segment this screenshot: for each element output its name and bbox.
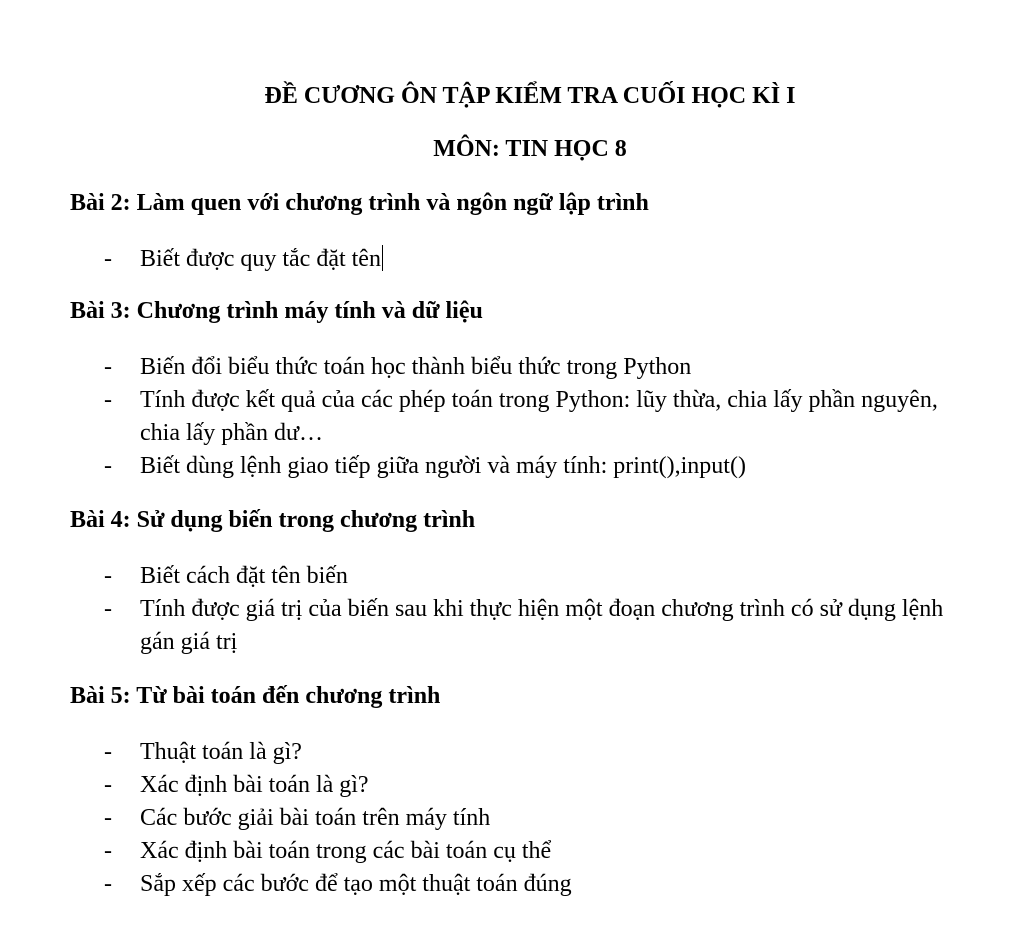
section-bai-3 — [70, 296, 990, 483]
bullet-dash: - — [104, 246, 112, 272]
bullet-dash: - — [104, 387, 112, 413]
list-item — [70, 243, 960, 276]
bullet-dash: - — [104, 838, 112, 864]
section-bai-5 — [70, 681, 990, 901]
bullet-dash: - — [104, 739, 112, 765]
text-cursor — [382, 245, 383, 271]
bullet-dash: - — [104, 563, 112, 589]
section-bai-2 — [70, 188, 990, 276]
list-item-text: Xác định bài toán trong các bài toán cụ thể — [140, 838, 552, 864]
bullet-list — [70, 736, 990, 901]
list-item — [70, 384, 960, 450]
section-heading: Bài 4: Sử dụng biến trong chương trình — [70, 507, 476, 533]
list-item — [70, 835, 960, 868]
list-item-text: Tính được kết quả của các phép toán trong Python: lũy thừa, chia lấy phần nguyên, chia lấy phần dư… — [140, 387, 938, 446]
list-item — [70, 736, 960, 769]
list-item-text: Biết được quy tắc đặt tên — [140, 246, 381, 272]
bullet-dash: - — [104, 772, 112, 798]
bullet-list — [70, 351, 990, 483]
section-heading: Bài 5: Từ bài toán đến chương trình — [70, 683, 441, 709]
bullet-dash: - — [104, 805, 112, 831]
list-item — [70, 868, 960, 901]
list-item-text: Các bước giải bài toán trên máy tính — [140, 805, 491, 831]
section-bai-4 — [70, 505, 990, 659]
list-item-text: Biết dùng lệnh giao tiếp giữa người và máy tính: print(),input() — [140, 453, 746, 479]
list-item-text: Xác định bài toán là gì? — [140, 772, 369, 798]
section-heading: Bài 3: Chương trình máy tính và dữ liệu — [70, 298, 483, 324]
bullet-dash: - — [104, 453, 112, 479]
bullet-list — [70, 243, 990, 276]
list-item — [70, 802, 960, 835]
list-item — [70, 593, 960, 659]
list-item — [70, 769, 960, 802]
document-subtitle: MÔN: TIN HỌC 8 — [433, 136, 627, 162]
list-item — [70, 351, 960, 384]
list-item-text: Tính được giá trị của biến sau khi thực hiện một đoạn chương trình có sử dụng lệnh gán giá trị — [140, 596, 944, 655]
list-item — [70, 560, 960, 593]
list-item-text: Thuật toán là gì? — [140, 739, 302, 765]
section-heading: Bài 2: Làm quen với chương trình và ngôn ngữ lập trình — [70, 190, 649, 216]
document-title: ĐỀ CƯƠNG ÔN TẬP KIỂM TRA CUỐI HỌC KÌ I — [264, 83, 796, 109]
bullet-dash: - — [104, 871, 112, 897]
list-item-text: Biết cách đặt tên biến — [140, 563, 348, 589]
bullet-dash: - — [104, 354, 112, 380]
list-item-text: Sắp xếp các bước để tạo một thuật toán đúng — [140, 871, 572, 897]
bullet-dash: - — [104, 596, 112, 622]
list-item-text: Biến đổi biểu thức toán học thành biểu thức trong Python — [140, 354, 692, 380]
list-item — [70, 450, 960, 483]
bullet-list — [70, 560, 990, 659]
